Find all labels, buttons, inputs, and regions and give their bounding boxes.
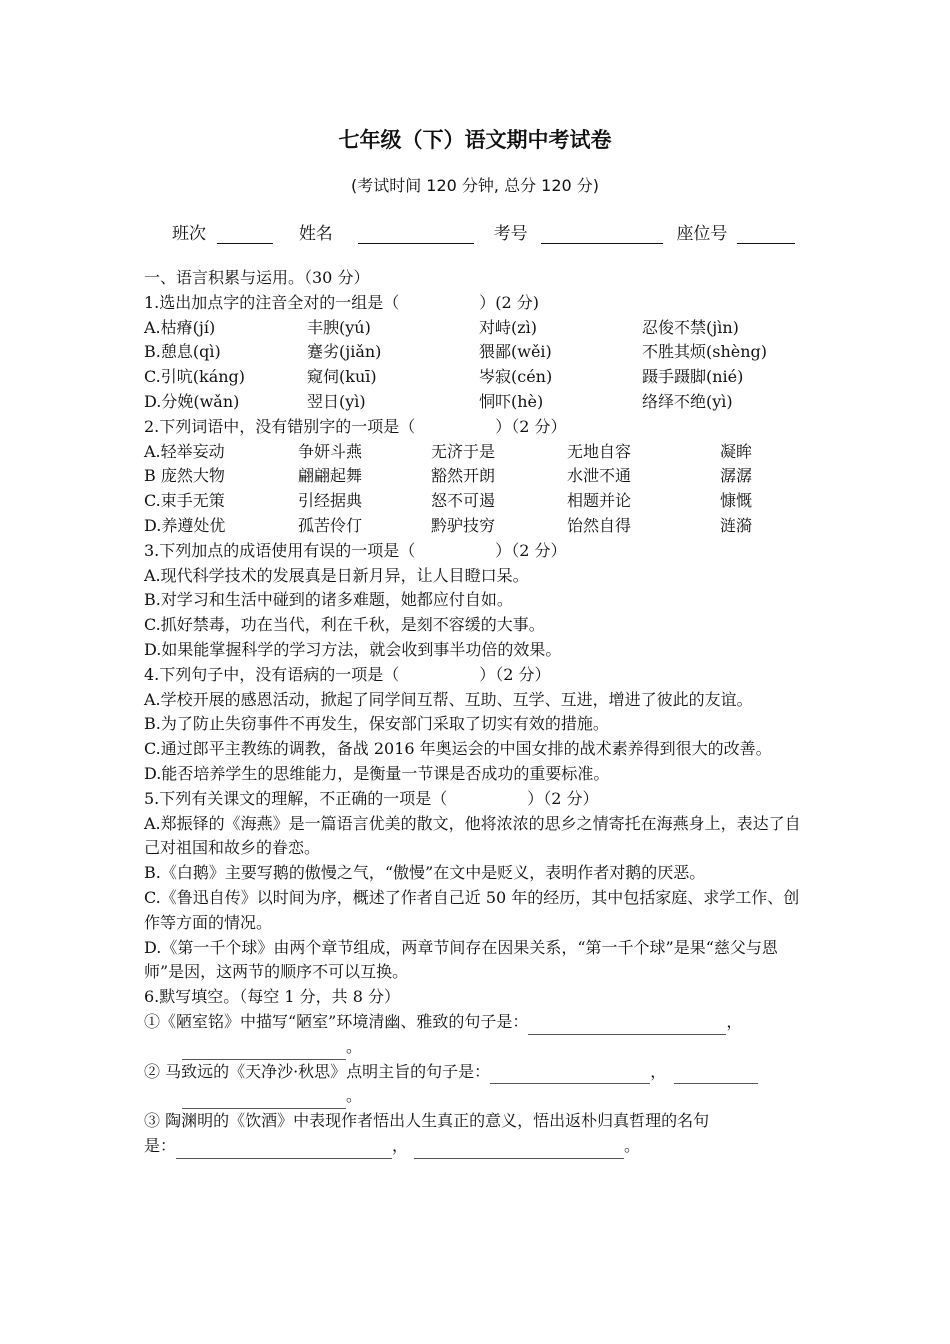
option-cell: 涟漪 [720,515,753,535]
punctuation: 。 [624,1135,641,1155]
punctuation: 。 [346,1086,363,1106]
q6-item-3-line-2 [144,1134,808,1159]
class-blank[interactable] [217,225,273,244]
option-cell: 无地自容 [567,441,632,461]
answer-blank[interactable] [176,1140,392,1159]
option-cell: 无济于是 [431,441,496,461]
option-cell: 翌日(yì) [307,391,366,411]
answer-blank[interactable] [490,1065,650,1084]
q3-stem: 3.下列加点的成语使用有误的一项是（ ）（2 分） [144,540,567,560]
exam-body [144,266,808,1159]
seat-label: 座位号 [676,224,728,244]
punctuation: ， [392,1135,409,1155]
option-cell: B 庞然大物 [144,466,225,486]
option-cell: B.憩息(qì) [144,342,221,362]
q5-option-d[interactable]: D.《第一千个球》由两个章节组成，两章节间存在因果关系，“第一千个球”是果“慈父与恩师”是因，这两节的顺序不可以互换。 [144,937,778,982]
q6-item-1-line-2 [144,1035,808,1060]
q4-option-b[interactable]: B.为了防止失窃事件不再发生，保安部门采取了切实有效的措施。 [144,714,609,734]
option-cell: C.束手无策 [144,491,225,511]
q6-item-3-prompt: 是： [144,1135,177,1155]
option-cell: 窥伺(kuī) [307,367,377,387]
option-cell: 对峙(zì) [479,317,538,337]
option-cell: 慷慨 [720,491,753,511]
class-label: 班次 [172,224,206,244]
option-cell: 孤苦伶仃 [298,515,363,535]
q6-stem: 6.默写填空。（每空 1 分，共 8 分） [144,987,400,1007]
option-cell: 络绎不绝(yì) [642,391,733,411]
q1-stem: 1.选出加点字的注音全对的一组是（ ）(2 分) [144,292,540,312]
name-blank[interactable] [358,225,474,244]
answer-blank[interactable] [674,1065,758,1084]
option-cell: D.分娩(wǎn) [144,391,240,411]
answer-blank[interactable] [182,1090,346,1109]
option-cell: 怒不可遏 [431,491,496,511]
option-cell: 潺潺 [720,466,753,486]
q4-stem: 4.下列句子中，没有语病的一项是（ ）（2 分） [144,664,551,684]
q6-item-2-line-1 [144,1060,808,1085]
option-cell: 蹑手蹑脚(nié) [642,367,744,387]
answer-blank[interactable] [414,1140,624,1159]
q6-item-2-line-2 [144,1084,808,1109]
option-cell: 水泄不通 [567,466,632,486]
q2-option-b[interactable] [144,464,808,489]
q3-option-d[interactable]: D.如果能掌握科学的学习方法，就会收到事半功倍的效果。 [144,639,562,659]
option-cell: 翩翩起舞 [298,466,363,486]
option-cell: A.轻举妄动 [144,441,225,461]
q3-option-c[interactable]: C.抓好禁毒，功在当代，利在千秋，是刻不容缓的大事。 [144,615,545,635]
q3-option-b[interactable]: B.对学习和生活中碰到的诸多难题，她都应付自如。 [144,590,513,610]
name-label: 姓名 [298,224,333,244]
q2-option-a[interactable] [144,440,808,465]
exam-subtitle: (考试时间 120 分钟, 总分 120 分) [350,176,600,195]
option-cell: 丰腴(yú) [307,317,371,337]
option-cell: A.枯瘠(jí) [144,317,216,337]
option-cell: 黔驴技穷 [431,515,496,535]
option-cell: C.引吭(káng) [144,367,246,387]
student-info-row [172,219,795,244]
q2-option-d[interactable] [144,514,808,539]
punctuation: ， [650,1061,667,1081]
option-cell: 恫吓(hè) [479,391,544,411]
q2-option-c[interactable] [144,489,808,514]
q5-option-a[interactable]: A.郑振铎的《海燕》是一篇语言优美的散文，他将浓浓的思乡之情寄托在海燕身上，表达了自己对祖国和故乡的眷恋。 [144,813,801,858]
option-cell: 饴然自得 [567,515,632,535]
option-cell: 争妍斗燕 [298,441,363,461]
q6-item-1-prompt: ①《陋室铭》中描写“陋室”环境清幽、雅致的句子是： [144,1011,529,1031]
q5-stem: 5.下列有关课文的理解，不正确的一项是（ ）（2 分） [144,788,599,808]
option-cell: 相题并论 [567,491,632,511]
option-cell: 蹇劣(jiǎn) [307,342,382,362]
q6-item-2-prompt: ② 马致远的《天净沙·秋思》点明主旨的句子是： [144,1061,491,1081]
q1-option-d[interactable] [144,390,808,415]
exam-number-blank[interactable] [541,225,663,244]
option-cell: 岑寂(cén) [479,367,553,387]
option-cell: D.养遵处优 [144,515,226,535]
answer-blank[interactable] [182,1041,346,1060]
q5-option-b[interactable]: B.《白鹅》主要写鹅的傲慢之气，“傲慢”在文中是贬义，表明作者对鹅的厌恶。 [144,863,706,883]
q4-option-a[interactable]: A.学校开展的感恩活动，掀起了同学间互帮、互助、互学、互进，增进了彼此的友谊。 [144,689,753,709]
option-cell: 凝眸 [720,441,753,461]
option-cell: 猥鄙(wěi) [479,342,552,362]
option-cell: 引经据典 [298,491,363,511]
q2-stem: 2.下列词语中，没有错别字的一项是（ ）（2 分） [144,416,567,436]
option-cell: 忍俊不禁(jìn) [642,317,739,337]
seat-blank[interactable] [737,225,795,244]
q6-item-1-line-1 [144,1010,808,1035]
q1-option-c[interactable] [144,365,808,390]
q5-option-c[interactable]: C.《鲁迅自传》以时间为序，概述了作者自己近 50 年的经历，其中包括家庭、求学工作、创作等方面的情况。 [144,887,800,932]
punctuation: ， [726,1011,743,1031]
option-cell: 不胜其烦(shèng) [642,342,768,362]
q4-option-d[interactable]: D.能否培养学生的思维能力，是衡量一节课是否成功的重要标准。 [144,763,610,783]
q1-option-b[interactable] [144,340,808,365]
q4-option-c[interactable]: C.通过郎平主教练的调教，备战 2016 年奥运会的中国女排的战术素养得到很大的改善。 [144,739,772,759]
exam-title: 七年级（下）语文期中考试卷 [338,128,612,152]
answer-blank[interactable] [528,1016,726,1035]
q6-item-3-line-1: ③ 陶渊明的《饮酒》中表现作者悟出人生真正的意义，悟出返朴归真哲理的名句 [144,1111,710,1131]
exam-number-label: 考号 [493,224,528,244]
punctuation: 。 [346,1036,363,1056]
q1-option-a[interactable] [144,316,808,341]
q3-option-a[interactable]: A.现代科学技术的发展真是日新月异，让人目瞪口呆。 [144,565,529,585]
option-cell: 豁然开朗 [431,466,496,486]
section-heading: 一、语言积累与运用。（30 分） [144,268,370,287]
